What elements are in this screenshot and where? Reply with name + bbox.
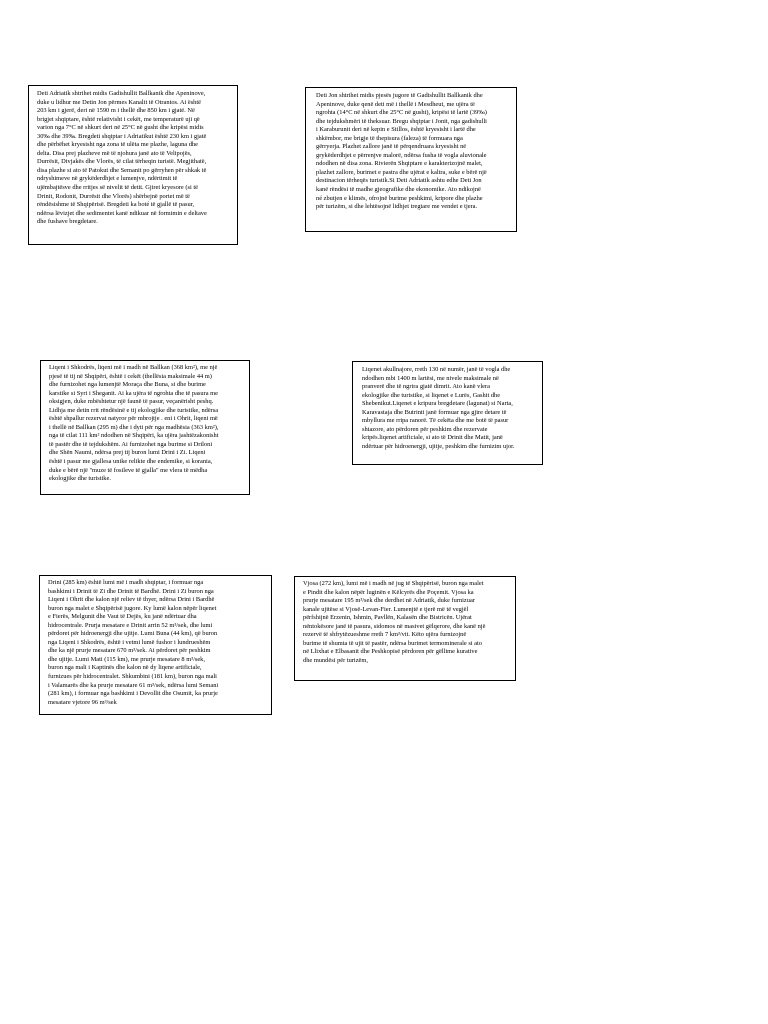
paragraph-river-vjosa: Vjosa (272 km), lumi më i madh në jug të Shqipërisë, buron nga malet e Pindit dhe kalon nëpër luginën e Këlcyrës dhe Poçemit. Vjosa ka prurje mesatare 195 m³/sek dhe derdhet në Adriatik, duke furnizuar kanale ujitëse si Vjosë-Levan-Fier. Lumenjtë e tjerë më të vegjël përfshijnë Erzenin, Ishmin, Pavllën, Kalasën dhe Bistricën. Ujërat nëntokësore janë të pasura, sidomos në masivet gëlqerore, dhe kanë një rezervë të shfrytëzueshme rreth 7 km³/vit. Këto ujëra furnizojnë burime të shumta të ujit të pastër, ndërsa burimet termominerale si ato në Llixhat e Elbasanit dhe Peshkopisë përdoren për gëllime kurative dhe mundësi për turizëm,	[303, 580, 486, 664]
paragraph-lakes-shkodra-ohrid: Liqeni i Shkodrës, liqeni më i madh në Ballkan (368 km²), me një pjesë të tij në Shqipëri, është i cekët (thellësia maksimale 44 m) dhe furnizohet nga lumenjtë Moraça dhe Buna, si dhe burime karstike si Syri i Sheganit. Ai ka ujëra të ngrohta dhe të pasura me oksigjen, duke mbështetur një faunë të pasur, veçanërisht peshq. Lidhja me detin rrit rëndësinë e tij ekologjike dhe turistike, ndërsa është shpallur rezervat natyror për mbrojtje . eni i Ohrit, liqeni më i thellë në Ballkan (295 m) dhe i dyti për nga madhësia (363 km²), nga të cilat 111 km² ndodhen në Shqipëri, ka ujëra jashtëzakonisht të pastër dhe të tejdukshëm. Ai furnizohet nga burime si Driloni dhe Shën Naumi, ndërsa prej tij buron lumi Drini i Zi. Liqeni është i pasur me gjallesa unike relikte dhe endemike, si korania, duke e bërë një "muze të fosileve të gjalla" me vlera të mëdha ekologjike dhe turistike.	[49, 364, 219, 483]
text-box-glacial-coastal-lakes	[352, 361, 543, 465]
paragraph-rivers-drin: Drini (285 km) është lumi më i madh shqiptar, i formuar nga bashkimi i Drinit të Zi dhe Drinit të Bardhë. Drini i Zi buron nga Liqeni i Ohrit dhe kalon një reliev të thyer, ndërsa Drini i Bardhë buron nga malet e Shqipërisë jugore. Ky lumë kalon nëpër liqenet e Fierës, Melgunit dhe Vaut të Dejës, ku janë ndërtuar dha hidrocentrale. Prurja mesatare e Drinit arrin 52 m³/sek, dhe lumi përdoret për hidroenergji dhe ujitje. Lumi Buna (44 km), që buron nga Liqeni i Shkodrës, është i vetmi lumë fushor i lundrueshëm dhe ka një prurje mesatare 670 m³/sek. Ai përdoret për peshkim dhe ujitje. Lumi Mati (115 km), me prurje mesatare 8 m³/sek, buron nga mali i Kaptinës dhe kalon në dy liqene artificiale, furnizues për hidrocentralet. Shkumbini (181 km), buron nga mali i Valamarës dhe ka prurje mesatare 61 m³/sek, ndërsa lumi Semani (281 km), i formuar nga bashkimi i Devollit dhe Osumit, ka prurje mesatare vjetore 96 m³/sek	[48, 579, 219, 706]
text-box-rivers-drin	[39, 575, 272, 715]
paragraph-glacial-coastal-lakes: Liqenet akullnajore, rreth 130 në numër, janë të vogla dhe ndodhen mbi 1400 m lartësi, me nivele maksimale në pranverë dhe të ngrira gjatë dimrit. Ato kanë vlera ekologjike dhe turistike, si liqenet e Lurës, Gashit dhe Shebenikut.Liqenet e kripura bregdetare (lagunat) si Narta, Karavastaja dhe Butrinti janë formuar nga gjire detare të mbyllura me rripa ranorë. Të cekëta dhe me botë të pasur shtazore, ato përdoren për peshkim dhe rezervate kripës.liqenet artificiale, si ato të Drinit dhe Matit, janë ndërtuar për hidroenergji, ujitje, peshkim dhe furnizim ujor.	[362, 366, 515, 450]
paragraph-adriatic-sea: Deti Adriatik shtrihet midis Gadishullit Ballkanik dhe Apeninove, duke u lidhur me Detin Jon përmes Kanalit të Otrantos. Ai është 203 km i gjerë, deri në 1590 m i thellë dhe 850 km i gjatë. Në brigjet shqiptare, është relativisht i cekët, me temperaturë uji që varion nga 7°C në shkurt deri në 25°C në gusht dhe kripësi midis 30‰ dhe 39‰. Bregdeti shqiptar i Adriatikut është 230 km i gjatë dhe përbëhet kryesisht nga zona të ulëta me plazhe, laguna dhe delta. Disa prej plazheve më të njohura janë ato të Velipojës, Durrësit, Divjakës dhe Vlorës, të cilat tërheqin turistë. Megjithatë, disa plazhe si ato të Patokut dhe Semanit po gërryhen për shkak të ndryshimeve në grykëderdhjet e lumenjve, ndërtimit të ujëmbajtësve dhe rritjes së nivelit të detit. Gjiret kryesore (si të Drinit, Rodonit, Durrësit dhe Vlorës) shërbejnë portet më të rëndësishme të Shqipërisë. Bregdeti ka boté të gjallë të pasur, ndërsa lëvizjet dhe sedimentet kanë ndikuar në formimin e deltave dhe fushave bregdetare.	[37, 90, 207, 226]
text-box-adriatic-sea	[28, 85, 238, 245]
paragraph-ionian-sea: Deti Jon shtrihet midis pjesës jugore të Gadishullit Ballkanik dhe Apeninove, duke qenë deti më i thellë i Mesdheut, me ujëra të ngrohta (14°C në shkurt dhe 25°C në gusht), kripësi të lartë (39‰) dhe tejdukshmëri të theksuar. Bregu shqiptar i Jonit, nga gadishulli i Karaburunit deri në kepin e Stillos, është kryesisht i lartë dhe shkëmbor, me brigje të thepisura (faleza) të formuara nga gërryerja. Plazhet zallore janë të përqendruara kryesisht në grykëderdhjet e përrenjve malorë, ndërsa fusha të vogla aluvionale ndodhen në disa zona. Rivierën Shqiptare e karakterizojnë malet, plazhet zallore, burimet e pastra dhe ujërat e kaltra, suke e bërë një destinacion tërheqës turistik.Si Deti Adriatik ashtu edhe Deti Jon kanë rëndësi të madhe gjeografike dhe ekonomike. Ato ndikojnë né zbutjen e klimës, ofrojnë burime peshkimi, kripore dhe plazhe për turizëm, si dhe lehtësojnë lidhjet tregtare me vendet e tjera.	[316, 92, 487, 211]
text-box-lakes-shkodra-ohrid	[40, 360, 250, 495]
text-box-ionian-sea	[305, 87, 517, 232]
text-box-river-vjosa	[294, 576, 516, 681]
